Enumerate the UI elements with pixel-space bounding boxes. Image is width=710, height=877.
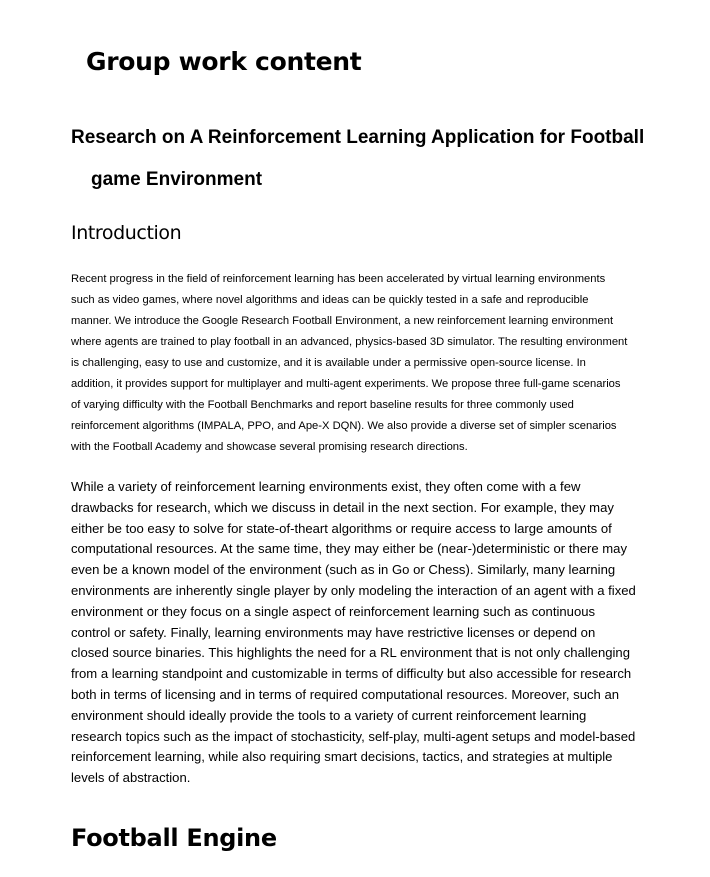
title-line-1: Research on A Reinforcement Learning Application for Football [71, 127, 645, 148]
body-paragraph: While a variety of reinforcement learning environments exist, they often come with a few drawbacks for research, which we discuss in detail in the next section. For example, they may either be too easy to solve for state-of-theart algorithms or require access to large amounts of computational resources. At the same time, they may either be (near-)deterministic or there may even be a known model of the environment (such as in Go or Chess). Similarly, many learning environments are inherently single player by only modeling the interaction of an agent with a fixed environment or they focus on a single aspect of reinforcement learning such as continuous control or safety. Finally, learning environments may have restrictive licenses or depend on closed source binaries. This highlights the need for a RL environment that is not only challenging from a learning standpoint and customizable in terms of difficulty but also accessible for research both in terms of licensing and in terms of required computational resources. Moreover, such an environment should ideally provide the tools to a variety of current reinforcement learning research topics such as the impact of stochasticity, self-play, multi-agent setups and model-based reinforcement learning, while also requiring smart decisions, tactics, and strategies at multiple levels of abstraction. [71, 479, 636, 786]
document-title [71, 117, 691, 201]
football-engine-heading: Football Engine [71, 824, 277, 852]
title-line-2: game Environment [91, 169, 263, 190]
abstract-paragraph: Recent progress in the field of reinforcement learning has been accelerated by virtual learning environments such as video games, where novel algorithms and ideas can be quickly tested in a safe and reproducible manner. We introduce the Google Research Football Environment, a new reinforcement learning environment where agents are trained to play football in an advanced, physics-based 3D simulator. The resulting environment is challenging, easy to use and customize, and it is available under a permissive open-source license. In addition, it provides support for multiplayer and multi-agent experiments. We propose three full-game scenarios of varying difficulty with the Football Benchmarks and report baseline results for three commonly used reinforcement algorithms (IMPALA, PPO, and Ape-X DQN). We also provide a diverse set of simpler scenarios with the Football Academy and showcase several promising research directions. [71, 273, 628, 453]
section-heading: Group work content [86, 47, 362, 76]
introduction-heading: Introduction [71, 222, 182, 244]
